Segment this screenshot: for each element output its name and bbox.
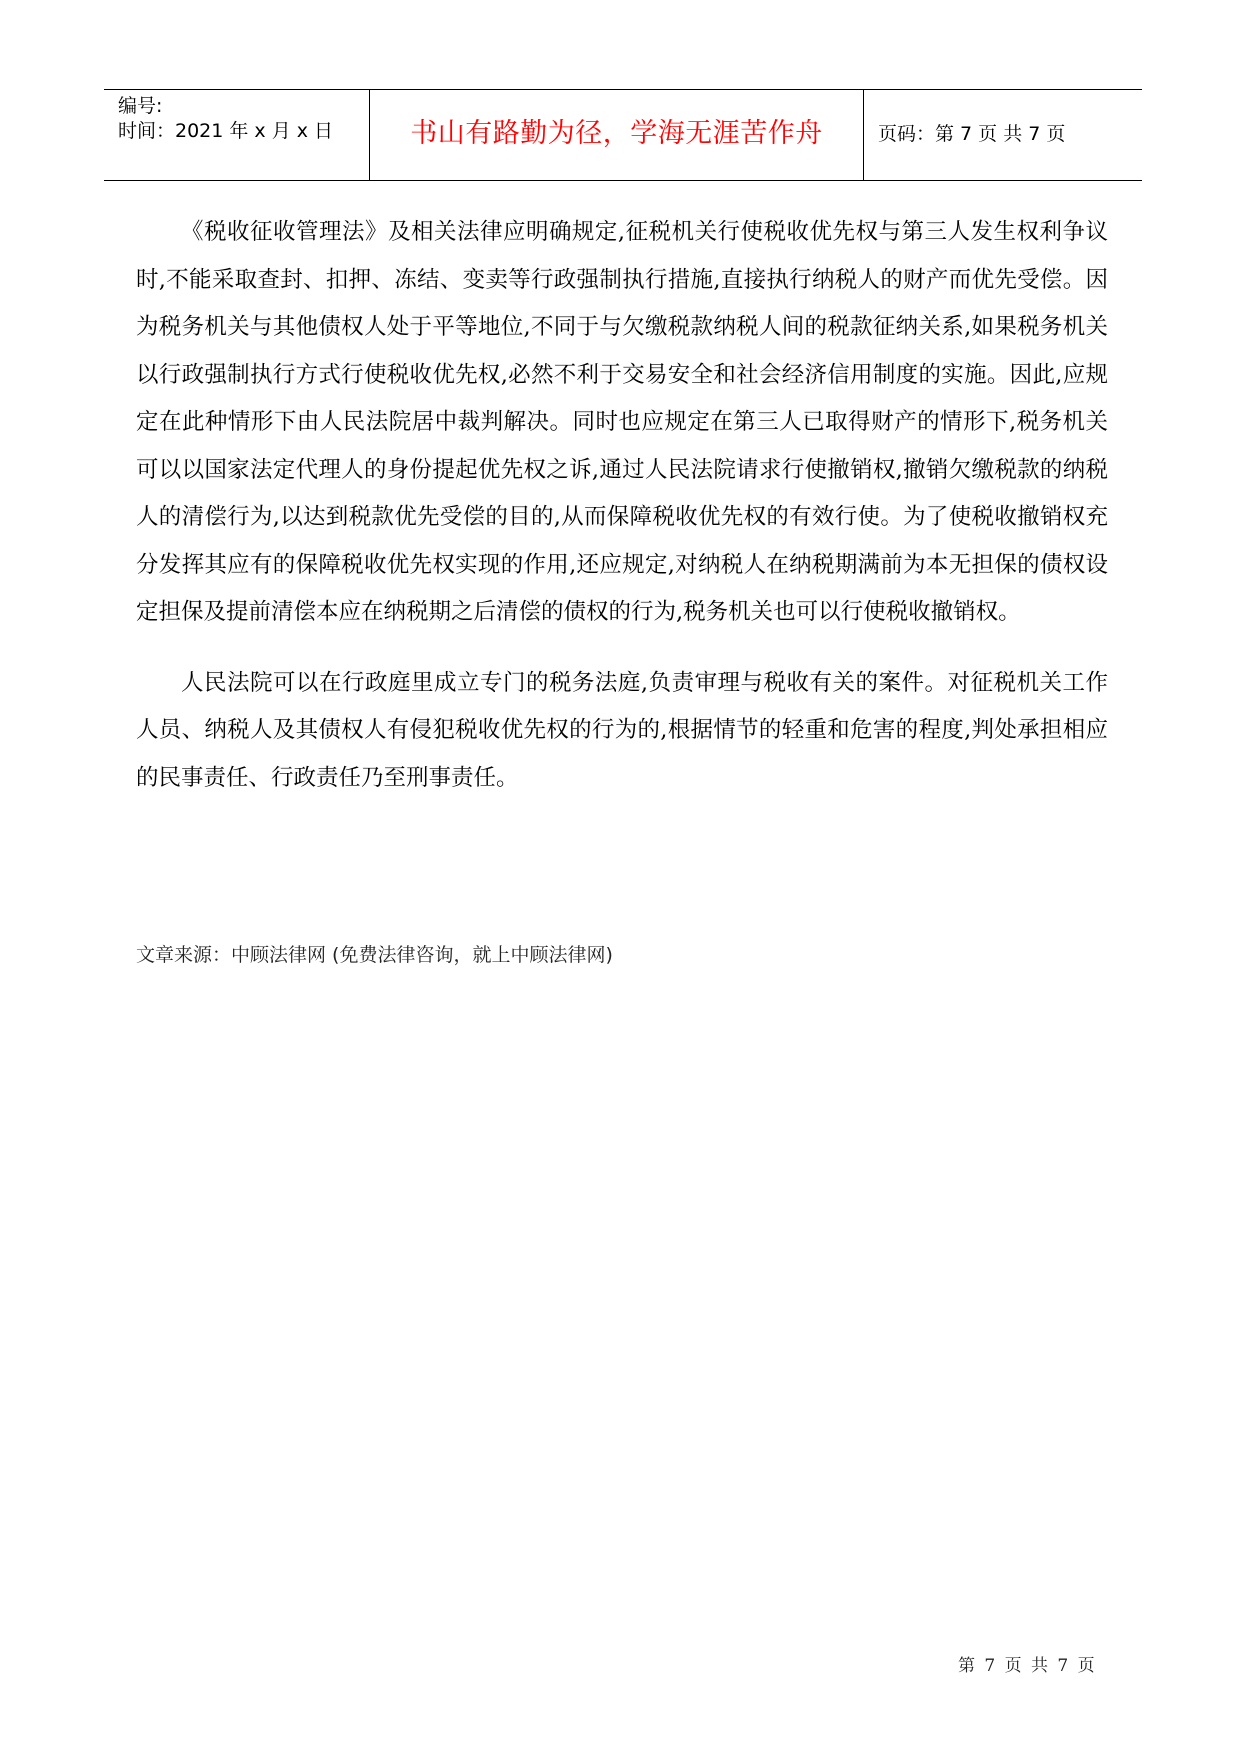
date-line: 时间：2021 年 x 月 x 日 (118, 120, 334, 142)
document-header (104, 89, 1142, 181)
motto-text: 书山有路勤为径，学海无涯苦作舟 (410, 118, 823, 149)
page-footer: 第 7 页 共 7 页 (958, 1656, 1095, 1676)
header-left-cell (104, 90, 369, 180)
body-paragraph-2: 人民法院可以在行政庭里成立专门的税务法庭,负责审理与税收有关的案件。对征税机关工作人员、纳税人及其债权人有侵犯税收优先权的行为的,根据情节的轻重和危害的程度,判处承担相应的民事责任、行政责任乃至刑事责任。 (136, 669, 1108, 791)
document-body (136, 209, 1108, 802)
page-number-label: 页码：第 7 页 共 7 页 (878, 123, 1066, 145)
article-source: 文章来源：中顾法律网 (免费法律咨询，就上中顾法律网) (136, 944, 613, 966)
body-paragraph-1: 《税收征收管理法》及相关法律应明确规定,征税机关行使税收优先权与第三人发生权利争议时,不能采取查封、扣押、冻结、变卖等行政强制执行措施,直接执行纳税人的财产而优先受偿。因为税务机关与其他债权人处于平等地位,不同于与欠缴税款纳税人间的税款征纳关系,如果税务机关以行政强制执行方式行使税收优先权,必然不利于交易安全和社会经济信用制度的实施。因此,应规定在此种情形下由人民法院居中裁判解决。同时也应规定在第三人已取得财产的情形下,税务机关可以以国家法定代理人的身份提起优先权之诉,通过人民法院请求行使撤销权,撤销欠缴税款的纳税人的清偿行为,以达到税款优先受偿的目的,从而保障税收优先权的有效行使。为了使税收撤销权充分发挥其应有的保障税收优先权实现的作用,还应规定,对纳税人在纳税期满前为本无担保的债权设定担保及提前清偿本应在纳税期之后清偿的债权的行为,税务机关也可以行使税收撤销权。 (136, 219, 1108, 625)
serial-number-label: 编号: (118, 95, 163, 117)
header-right-cell (864, 90, 1142, 180)
header-middle-cell (369, 90, 864, 180)
